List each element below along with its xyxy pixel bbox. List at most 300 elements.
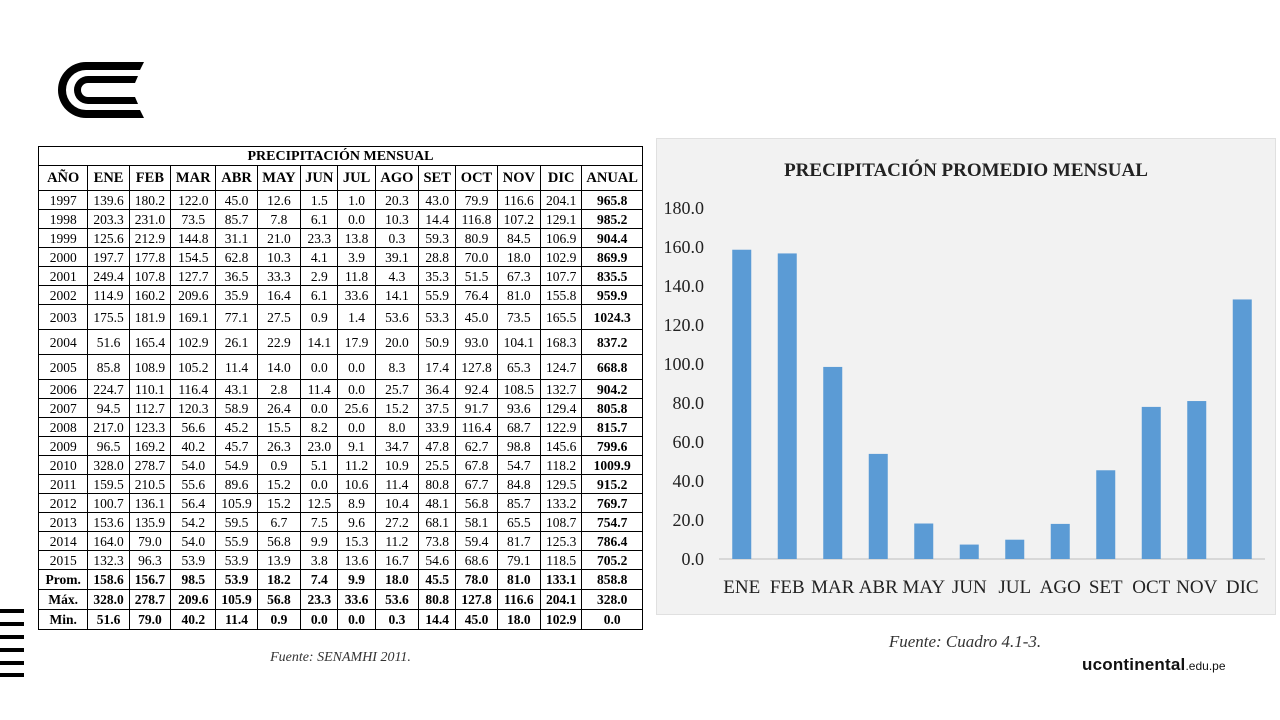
value-cell: 116.8 — [456, 210, 497, 229]
value-cell: 65.3 — [497, 355, 540, 380]
bar-dic — [1233, 299, 1252, 559]
value-cell: 145.6 — [541, 437, 582, 456]
value-cell: 84.8 — [497, 475, 540, 494]
value-cell: 15.2 — [375, 399, 418, 418]
value-cell: 106.9 — [541, 229, 582, 248]
annual-cell: 837.2 — [582, 330, 643, 355]
value-cell: 203.3 — [88, 210, 129, 229]
summary-value-cell: 45.0 — [456, 610, 497, 630]
value-cell: 129.1 — [541, 210, 582, 229]
year-cell: 2004 — [39, 330, 88, 355]
summary-value-cell: 278.7 — [129, 590, 170, 610]
value-cell: 26.3 — [257, 437, 300, 456]
value-cell: 180.2 — [129, 191, 170, 210]
summary-row — [39, 610, 643, 630]
value-cell: 153.6 — [88, 513, 129, 532]
annual-cell: 705.2 — [582, 551, 643, 570]
value-cell: 94.5 — [88, 399, 129, 418]
value-cell: 67.7 — [456, 475, 497, 494]
bar-jun — [960, 545, 979, 559]
table-row — [39, 210, 643, 229]
summary-value-cell: 78.0 — [456, 570, 497, 590]
value-cell: 58.9 — [216, 399, 257, 418]
value-cell: 8.3 — [375, 355, 418, 380]
summary-label-cell: Máx. — [39, 590, 88, 610]
value-cell: 45.0 — [456, 305, 497, 330]
value-cell: 40.2 — [171, 437, 216, 456]
value-cell: 107.8 — [129, 267, 170, 286]
year-cell: 2010 — [39, 456, 88, 475]
value-cell: 79.0 — [129, 532, 170, 551]
value-cell: 17.9 — [338, 330, 375, 355]
value-cell: 108.7 — [541, 513, 582, 532]
value-cell: 27.5 — [257, 305, 300, 330]
table-header-cell: AGO — [375, 166, 418, 191]
annual-cell: 786.4 — [582, 532, 643, 551]
summary-value-cell: 0.9 — [257, 610, 300, 630]
table-header-cell: SET — [419, 166, 456, 191]
table-row — [39, 475, 643, 494]
value-cell: 47.8 — [419, 437, 456, 456]
value-cell: 67.8 — [456, 456, 497, 475]
value-cell: 14.1 — [301, 330, 338, 355]
value-cell: 11.8 — [338, 267, 375, 286]
y-tick-label: 80.0 — [672, 393, 704, 413]
value-cell: 45.0 — [216, 191, 257, 210]
value-cell: 10.6 — [338, 475, 375, 494]
summary-value-cell: 14.4 — [419, 610, 456, 630]
value-cell: 45.7 — [216, 437, 257, 456]
value-cell: 28.8 — [419, 248, 456, 267]
summary-value-cell: 156.7 — [129, 570, 170, 590]
value-cell: 43.1 — [216, 380, 257, 399]
annual-cell: 754.7 — [582, 513, 643, 532]
value-cell: 7.8 — [257, 210, 300, 229]
summary-value-cell: 209.6 — [171, 590, 216, 610]
value-cell: 16.7 — [375, 551, 418, 570]
bar-nov — [1187, 401, 1206, 559]
value-cell: 26.1 — [216, 330, 257, 355]
value-cell: 7.5 — [301, 513, 338, 532]
year-cell: 2001 — [39, 267, 88, 286]
value-cell: 11.2 — [375, 532, 418, 551]
value-cell: 107.2 — [497, 210, 540, 229]
summary-value-cell: 328.0 — [582, 590, 643, 610]
table-row — [39, 229, 643, 248]
value-cell: 25.5 — [419, 456, 456, 475]
summary-value-cell: 328.0 — [88, 590, 129, 610]
value-cell: 56.6 — [171, 418, 216, 437]
value-cell: 132.7 — [541, 380, 582, 399]
value-cell: 54.9 — [216, 456, 257, 475]
value-cell: 160.2 — [129, 286, 170, 305]
value-cell: 11.4 — [375, 475, 418, 494]
value-cell: 96.5 — [88, 437, 129, 456]
value-cell: 165.5 — [541, 305, 582, 330]
value-cell: 54.7 — [497, 456, 540, 475]
year-cell: 2007 — [39, 399, 88, 418]
value-cell: 4.1 — [301, 248, 338, 267]
value-cell: 9.6 — [338, 513, 375, 532]
value-cell: 175.5 — [88, 305, 129, 330]
annual-cell: 904.4 — [582, 229, 643, 248]
chart-panel — [656, 138, 1276, 615]
x-tick-label: NOV — [1176, 577, 1218, 598]
value-cell: 20.0 — [375, 330, 418, 355]
annual-cell: 668.8 — [582, 355, 643, 380]
value-cell: 62.7 — [456, 437, 497, 456]
summary-value-cell: 7.4 — [301, 570, 338, 590]
value-cell: 197.7 — [88, 248, 129, 267]
x-tick-label: ABR — [858, 577, 898, 598]
table-row — [39, 267, 643, 286]
y-tick-label: 120.0 — [663, 315, 704, 335]
value-cell: 85.7 — [497, 494, 540, 513]
value-cell: 17.4 — [419, 355, 456, 380]
menu-lines-icon — [0, 607, 24, 677]
value-cell: 5.1 — [301, 456, 338, 475]
summary-value-cell: 51.6 — [88, 610, 129, 630]
year-cell: 2012 — [39, 494, 88, 513]
table-header-cell: ANUAL — [582, 166, 643, 191]
summary-value-cell: 158.6 — [88, 570, 129, 590]
value-cell: 224.7 — [88, 380, 129, 399]
value-cell: 16.4 — [257, 286, 300, 305]
value-cell: 53.9 — [216, 551, 257, 570]
value-cell: 36.4 — [419, 380, 456, 399]
value-cell: 70.0 — [456, 248, 497, 267]
y-tick-label: 100.0 — [663, 354, 704, 374]
value-cell: 209.6 — [171, 286, 216, 305]
value-cell: 22.9 — [257, 330, 300, 355]
value-cell: 6.7 — [257, 513, 300, 532]
value-cell: 20.3 — [375, 191, 418, 210]
value-cell: 81.0 — [497, 286, 540, 305]
value-cell: 125.6 — [88, 229, 129, 248]
value-cell: 91.7 — [456, 399, 497, 418]
summary-value-cell: 98.5 — [171, 570, 216, 590]
value-cell: 26.4 — [257, 399, 300, 418]
value-cell: 278.7 — [129, 456, 170, 475]
table-header-cell: MAR — [171, 166, 216, 191]
y-tick-label: 140.0 — [663, 276, 704, 296]
table-header-cell: ENE — [88, 166, 129, 191]
value-cell: 58.1 — [456, 513, 497, 532]
value-cell: 114.9 — [88, 286, 129, 305]
summary-row — [39, 570, 643, 590]
year-cell: 2008 — [39, 418, 88, 437]
value-cell: 98.8 — [497, 437, 540, 456]
value-cell: 56.8 — [456, 494, 497, 513]
value-cell: 0.9 — [301, 305, 338, 330]
table-source: Fuente: SENAMHI 2011. — [270, 650, 411, 665]
value-cell: 159.5 — [88, 475, 129, 494]
value-cell: 51.5 — [456, 267, 497, 286]
table-row — [39, 305, 643, 330]
value-cell: 1.5 — [301, 191, 338, 210]
year-cell: 2002 — [39, 286, 88, 305]
annual-cell: 915.2 — [582, 475, 643, 494]
value-cell: 136.1 — [129, 494, 170, 513]
value-cell: 27.2 — [375, 513, 418, 532]
value-cell: 85.7 — [216, 210, 257, 229]
value-cell: 133.2 — [541, 494, 582, 513]
value-cell: 93.0 — [456, 330, 497, 355]
value-cell: 59.4 — [456, 532, 497, 551]
summary-value-cell: 45.5 — [419, 570, 456, 590]
value-cell: 129.4 — [541, 399, 582, 418]
table-header-cell: NOV — [497, 166, 540, 191]
year-cell: 2006 — [39, 380, 88, 399]
value-cell: 127.7 — [171, 267, 216, 286]
value-cell: 89.6 — [216, 475, 257, 494]
value-cell: 54.0 — [171, 532, 216, 551]
precipitation-bar-chart — [657, 139, 1275, 614]
bar-ene — [732, 250, 751, 559]
value-cell: 139.6 — [88, 191, 129, 210]
value-cell: 39.1 — [375, 248, 418, 267]
value-cell: 116.4 — [456, 418, 497, 437]
value-cell: 73.8 — [419, 532, 456, 551]
value-cell: 1.0 — [338, 191, 375, 210]
bar-mar — [823, 367, 842, 559]
value-cell: 169.1 — [171, 305, 216, 330]
value-cell: 0.3 — [375, 229, 418, 248]
table-footer — [39, 570, 643, 630]
value-cell: 45.2 — [216, 418, 257, 437]
annual-cell: 965.8 — [582, 191, 643, 210]
table-row — [39, 456, 643, 475]
bar-set — [1096, 470, 1115, 559]
value-cell: 50.9 — [419, 330, 456, 355]
table-header-cell: MAY — [257, 166, 300, 191]
brand-logo — [1082, 655, 1226, 675]
value-cell: 127.8 — [456, 355, 497, 380]
value-cell: 81.7 — [497, 532, 540, 551]
value-cell: 34.7 — [375, 437, 418, 456]
table-row — [39, 418, 643, 437]
table-header-cell: DIC — [541, 166, 582, 191]
table-row — [39, 248, 643, 267]
value-cell: 164.0 — [88, 532, 129, 551]
value-cell: 8.0 — [375, 418, 418, 437]
summary-value-cell: 53.9 — [216, 570, 257, 590]
value-cell: 77.1 — [216, 305, 257, 330]
value-cell: 23.3 — [301, 229, 338, 248]
precipitation-table — [38, 146, 643, 630]
table-header-row — [39, 166, 643, 191]
annual-cell: 815.7 — [582, 418, 643, 437]
summary-value-cell: 127.8 — [456, 590, 497, 610]
summary-value-cell: 18.2 — [257, 570, 300, 590]
year-cell: 2015 — [39, 551, 88, 570]
value-cell: 67.3 — [497, 267, 540, 286]
annual-cell: 1009.9 — [582, 456, 643, 475]
x-tick-label: SET — [1088, 577, 1123, 598]
value-cell: 0.0 — [301, 475, 338, 494]
precipitation-table-section — [38, 146, 643, 665]
value-cell: 2.8 — [257, 380, 300, 399]
table-title: PRECIPITACIÓN MENSUAL — [39, 147, 643, 166]
value-cell: 169.2 — [129, 437, 170, 456]
table-header-cell: AÑO — [39, 166, 88, 191]
value-cell: 35.3 — [419, 267, 456, 286]
value-cell: 53.6 — [375, 305, 418, 330]
year-cell: 1999 — [39, 229, 88, 248]
table-header-cell: JUN — [301, 166, 338, 191]
value-cell: 56.4 — [171, 494, 216, 513]
value-cell: 112.7 — [129, 399, 170, 418]
value-cell: 110.1 — [129, 380, 170, 399]
value-cell: 3.8 — [301, 551, 338, 570]
value-cell: 48.1 — [419, 494, 456, 513]
value-cell: 6.1 — [301, 286, 338, 305]
value-cell: 54.6 — [419, 551, 456, 570]
value-cell: 231.0 — [129, 210, 170, 229]
value-cell: 92.4 — [456, 380, 497, 399]
value-cell: 165.4 — [129, 330, 170, 355]
summary-value-cell: 133.1 — [541, 570, 582, 590]
value-cell: 144.8 — [171, 229, 216, 248]
value-cell: 15.3 — [338, 532, 375, 551]
summary-value-cell: 56.8 — [257, 590, 300, 610]
bar-may — [914, 524, 933, 559]
value-cell: 0.0 — [338, 380, 375, 399]
value-cell: 53.3 — [419, 305, 456, 330]
annual-cell: 769.7 — [582, 494, 643, 513]
continental-logo-icon — [56, 58, 148, 122]
summary-value-cell: 81.0 — [497, 570, 540, 590]
value-cell: 15.2 — [257, 494, 300, 513]
value-cell: 2.9 — [301, 267, 338, 286]
value-cell: 55.9 — [419, 286, 456, 305]
value-cell: 65.5 — [497, 513, 540, 532]
value-cell: 54.2 — [171, 513, 216, 532]
value-cell: 36.5 — [216, 267, 257, 286]
value-cell: 73.5 — [497, 305, 540, 330]
summary-value-cell: 18.0 — [497, 610, 540, 630]
value-cell: 108.9 — [129, 355, 170, 380]
x-tick-label: ENE — [723, 577, 761, 598]
annual-cell: 799.6 — [582, 437, 643, 456]
value-cell: 55.9 — [216, 532, 257, 551]
value-cell: 14.1 — [375, 286, 418, 305]
table-header-cell: JUL — [338, 166, 375, 191]
table-row — [39, 330, 643, 355]
year-cell: 2014 — [39, 532, 88, 551]
value-cell: 0.0 — [338, 355, 375, 380]
annual-cell: 1024.3 — [582, 305, 643, 330]
value-cell: 116.4 — [171, 380, 216, 399]
value-cell: 31.1 — [216, 229, 257, 248]
value-cell: 107.7 — [541, 267, 582, 286]
summary-value-cell: 40.2 — [171, 610, 216, 630]
value-cell: 76.4 — [456, 286, 497, 305]
value-cell: 105.9 — [216, 494, 257, 513]
summary-value-cell: 80.8 — [419, 590, 456, 610]
value-cell: 33.6 — [338, 286, 375, 305]
value-cell: 80.9 — [456, 229, 497, 248]
year-cell: 2013 — [39, 513, 88, 532]
y-tick-label: 180.0 — [663, 198, 704, 218]
year-cell: 1997 — [39, 191, 88, 210]
x-tick-label: MAR — [811, 577, 855, 598]
value-cell: 181.9 — [129, 305, 170, 330]
value-cell: 11.4 — [301, 380, 338, 399]
value-cell: 12.6 — [257, 191, 300, 210]
value-cell: 0.0 — [301, 355, 338, 380]
annual-cell: 835.5 — [582, 267, 643, 286]
value-cell: 37.5 — [419, 399, 456, 418]
table-header-cell: OCT — [456, 166, 497, 191]
value-cell: 79.9 — [456, 191, 497, 210]
value-cell: 1.4 — [338, 305, 375, 330]
summary-value-cell: 53.6 — [375, 590, 418, 610]
value-cell: 0.0 — [338, 418, 375, 437]
value-cell: 33.3 — [257, 267, 300, 286]
value-cell: 59.3 — [419, 229, 456, 248]
table-row — [39, 513, 643, 532]
value-cell: 328.0 — [88, 456, 129, 475]
summary-value-cell: 0.0 — [338, 610, 375, 630]
value-cell: 122.9 — [541, 418, 582, 437]
table-row — [39, 437, 643, 456]
value-cell: 8.2 — [301, 418, 338, 437]
year-cell: 2005 — [39, 355, 88, 380]
value-cell: 51.6 — [88, 330, 129, 355]
value-cell: 21.0 — [257, 229, 300, 248]
value-cell: 35.9 — [216, 286, 257, 305]
value-cell: 10.4 — [375, 494, 418, 513]
value-cell: 12.5 — [301, 494, 338, 513]
summary-row — [39, 590, 643, 610]
value-cell: 125.3 — [541, 532, 582, 551]
bar-jul — [1005, 540, 1024, 559]
x-tick-label: FEB — [769, 577, 805, 598]
summary-value-cell: 858.8 — [582, 570, 643, 590]
value-cell: 13.9 — [257, 551, 300, 570]
year-cell: 2000 — [39, 248, 88, 267]
value-cell: 0.0 — [338, 210, 375, 229]
value-cell: 100.7 — [88, 494, 129, 513]
summary-value-cell: 105.9 — [216, 590, 257, 610]
value-cell: 55.6 — [171, 475, 216, 494]
value-cell: 84.5 — [497, 229, 540, 248]
value-cell: 129.5 — [541, 475, 582, 494]
value-cell: 217.0 — [88, 418, 129, 437]
value-cell: 23.0 — [301, 437, 338, 456]
brand-name: ucontinental — [1082, 655, 1186, 674]
table-row — [39, 399, 643, 418]
value-cell: 168.3 — [541, 330, 582, 355]
value-cell: 105.2 — [171, 355, 216, 380]
value-cell: 54.0 — [171, 456, 216, 475]
x-tick-label: MAY — [902, 577, 946, 598]
value-cell: 177.8 — [129, 248, 170, 267]
value-cell: 10.3 — [257, 248, 300, 267]
summary-value-cell: 116.6 — [497, 590, 540, 610]
value-cell: 154.5 — [171, 248, 216, 267]
annual-cell: 805.8 — [582, 399, 643, 418]
summary-value-cell: 0.3 — [375, 610, 418, 630]
summary-value-cell: 33.6 — [338, 590, 375, 610]
value-cell: 56.8 — [257, 532, 300, 551]
value-cell: 9.9 — [301, 532, 338, 551]
value-cell: 3.9 — [338, 248, 375, 267]
value-cell: 14.0 — [257, 355, 300, 380]
value-cell: 25.6 — [338, 399, 375, 418]
value-cell: 68.7 — [497, 418, 540, 437]
